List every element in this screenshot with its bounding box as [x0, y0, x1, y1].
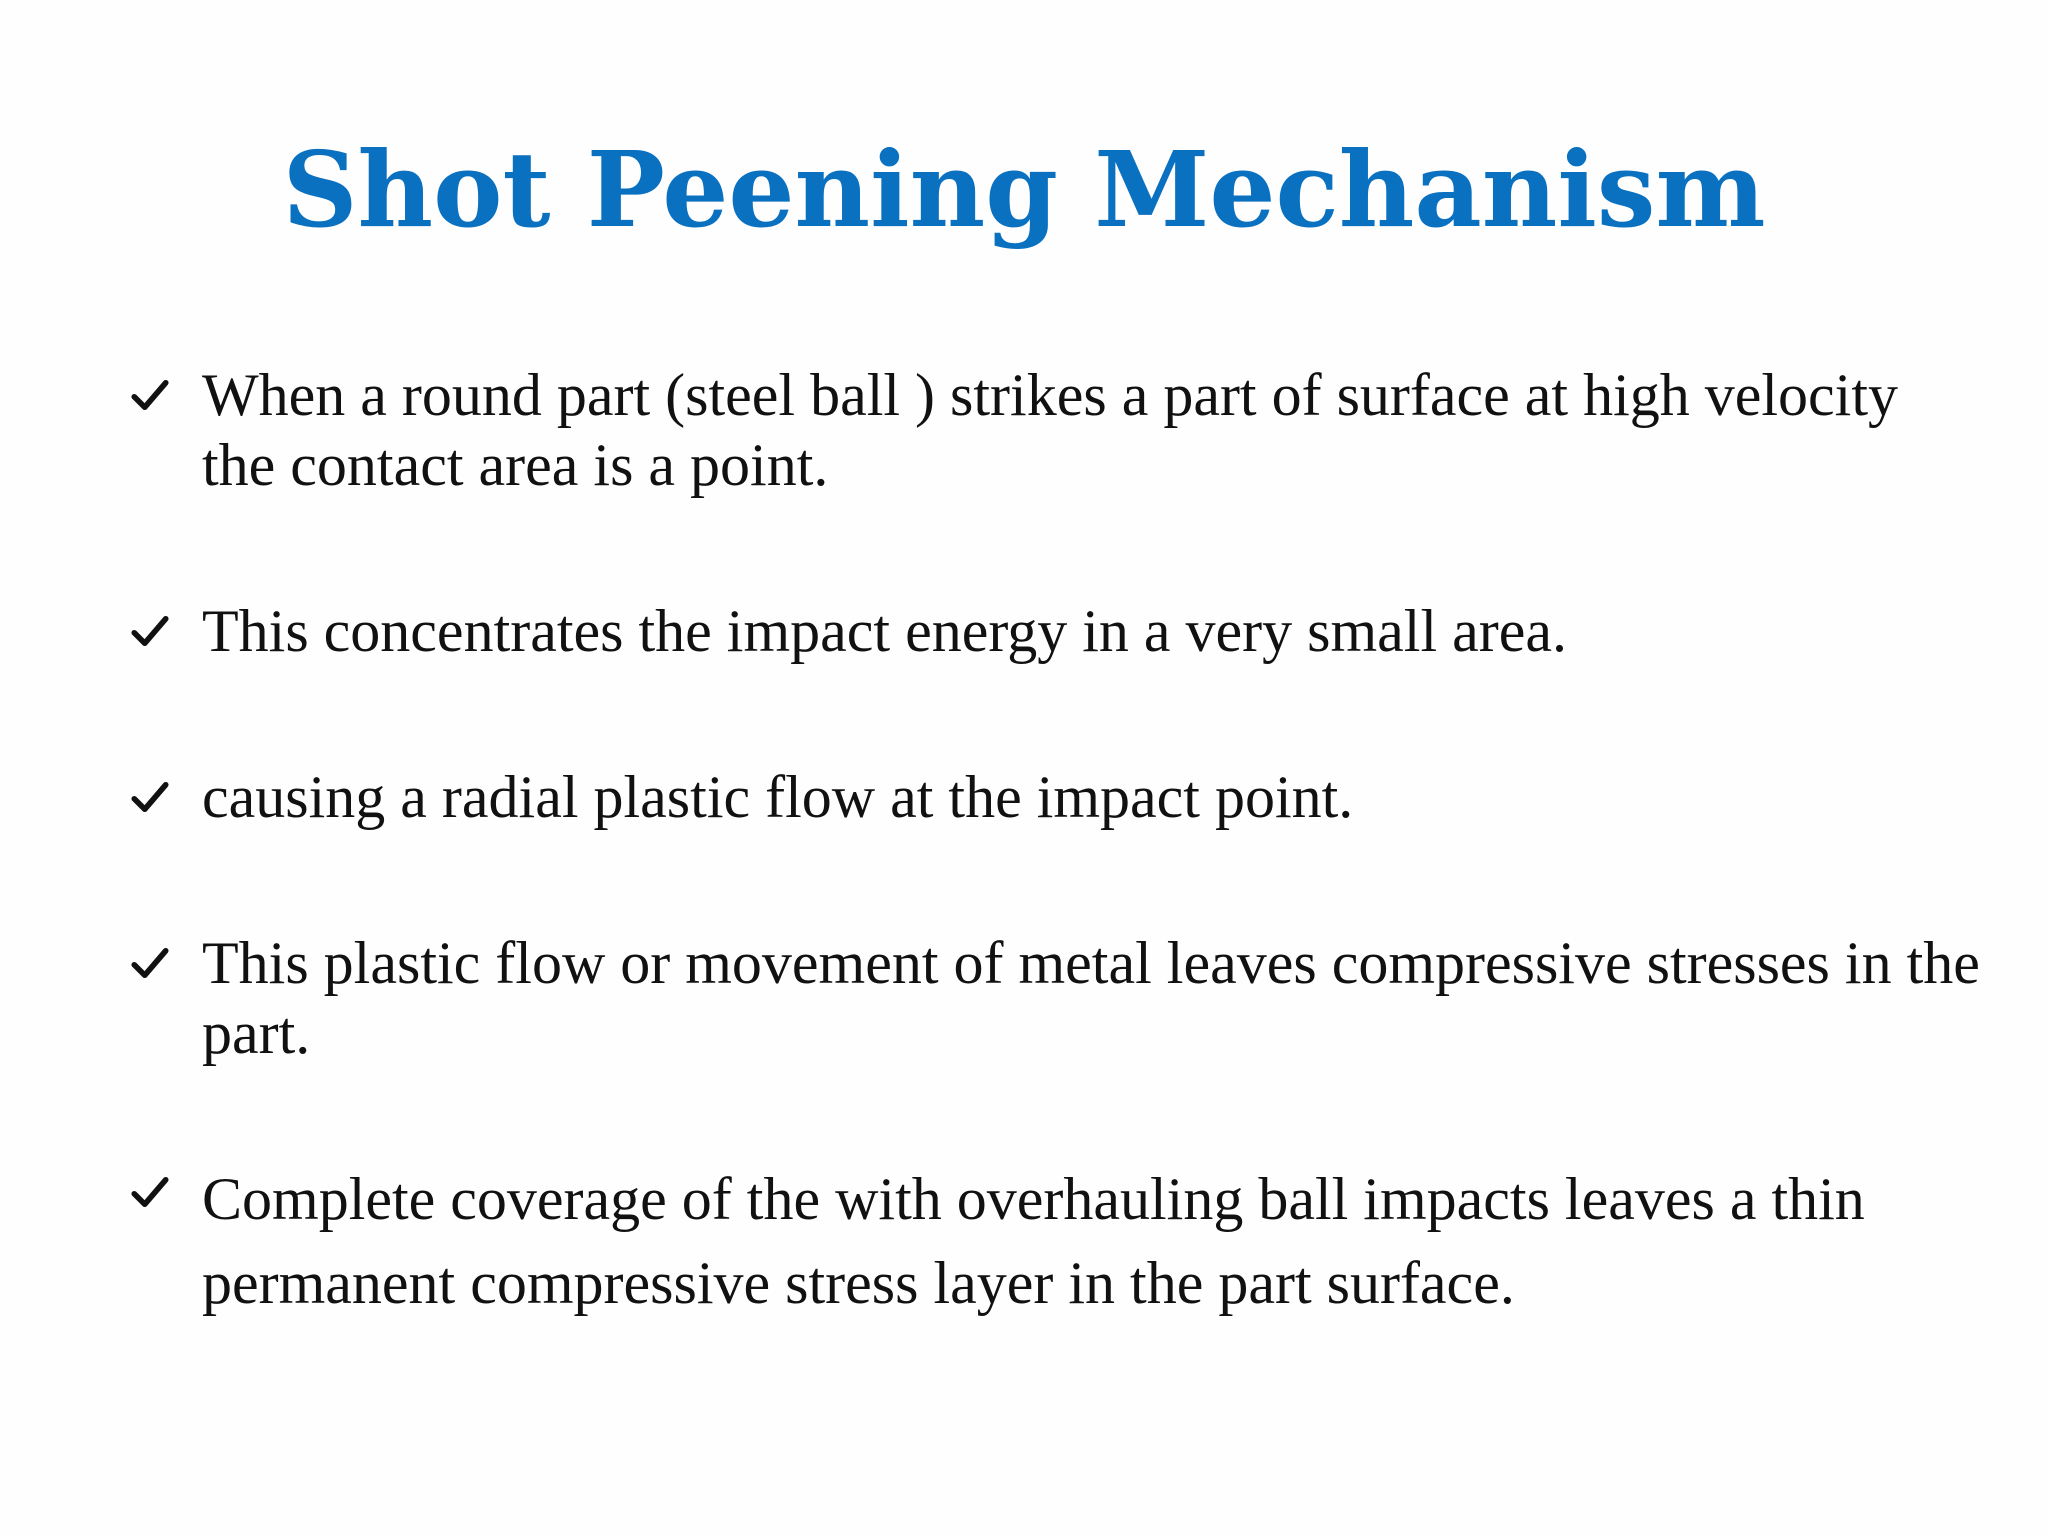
- slide-title: Shot Peening Mechanism: [282, 128, 1766, 251]
- bullet-text: This concentrates the impact energy in a very small area.: [202, 598, 1567, 664]
- checkmark-icon: [124, 596, 176, 666]
- checkmark-icon: [124, 1157, 176, 1227]
- checkmark-icon: [124, 762, 176, 832]
- list-item: [124, 596, 1984, 666]
- bullet-list: [124, 360, 1984, 1325]
- bullet-text: When a round part (steel ball ) strikes a part of surface at high velocity the contact area is a point.: [202, 362, 1899, 498]
- list-item: [124, 1157, 1984, 1325]
- list-item: [124, 360, 1984, 500]
- bullet-text: Complete coverage of the with overhauling ball impacts leaves a thin permanent compressive stress layer in the part surface.: [202, 1166, 1865, 1316]
- list-item: [124, 762, 1984, 832]
- checkmark-icon: [124, 360, 176, 430]
- bullet-text: causing a radial plastic flow at the impact point.: [202, 764, 1354, 830]
- checkmark-icon: [124, 928, 176, 998]
- bullet-text: This plastic flow or movement of metal leaves compressive stresses in the part.: [202, 930, 1980, 1066]
- list-item: [124, 928, 1984, 1068]
